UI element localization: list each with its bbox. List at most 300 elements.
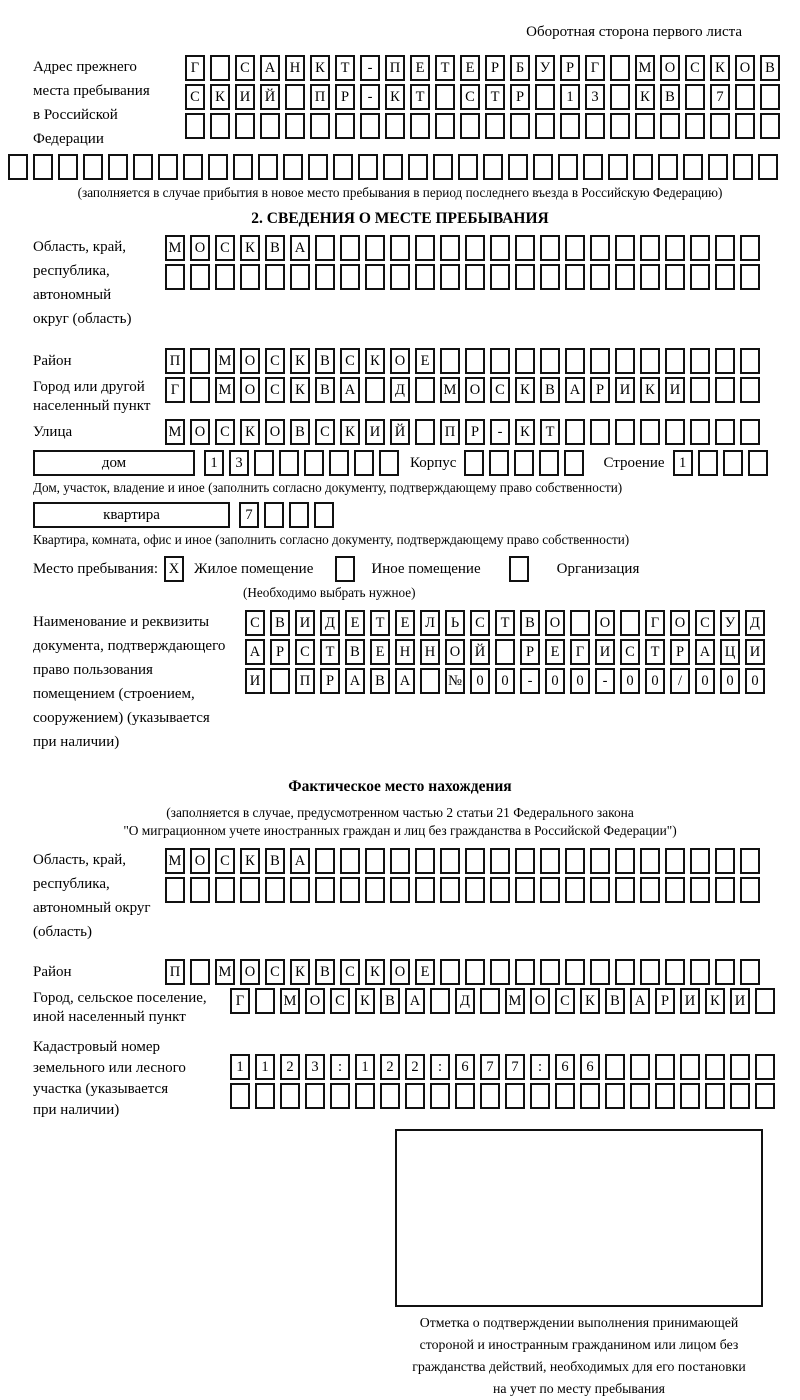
char-cell xyxy=(390,235,410,261)
char-cell: П xyxy=(440,419,460,445)
char-cell xyxy=(390,877,410,903)
char-cell xyxy=(190,959,210,985)
char-cell xyxy=(489,450,509,476)
char-cell: Л xyxy=(420,610,440,636)
char-cell: О xyxy=(190,419,210,445)
char-cell: М xyxy=(280,988,300,1014)
char-cell xyxy=(665,348,685,374)
char-cell: 2 xyxy=(280,1054,300,1080)
char-cell xyxy=(640,264,660,290)
district-label: Район xyxy=(33,353,72,369)
stay-type-checkbox-org xyxy=(509,556,529,582)
char-cell xyxy=(698,450,718,476)
char-cell xyxy=(390,848,410,874)
char-cell: 2 xyxy=(405,1054,425,1080)
char-cell: М xyxy=(215,377,235,403)
char-cell xyxy=(340,877,360,903)
char-cell xyxy=(415,377,435,403)
char-cell: К xyxy=(290,959,310,985)
char-cell: 3 xyxy=(305,1054,325,1080)
char-cell xyxy=(760,84,780,110)
char-cell xyxy=(333,154,353,180)
char-cell: В xyxy=(520,610,540,636)
char-cell: Т xyxy=(495,610,515,636)
char-cell xyxy=(490,877,510,903)
char-cell xyxy=(458,154,478,180)
char-cell: Р xyxy=(560,55,580,81)
char-cell: О xyxy=(265,419,285,445)
actual-region-block xyxy=(33,848,800,944)
char-cell: К xyxy=(290,348,310,374)
char-cell xyxy=(289,502,309,528)
char-cell: 1 xyxy=(255,1054,275,1080)
char-cell: Е xyxy=(415,348,435,374)
char-cell: : xyxy=(330,1054,350,1080)
char-cell xyxy=(535,84,555,110)
char-cell xyxy=(715,959,735,985)
char-cell xyxy=(315,877,335,903)
apartment-cells xyxy=(239,502,339,528)
previous-address-row-1 xyxy=(185,55,785,81)
char-cell: Г xyxy=(230,988,250,1014)
char-cell: О xyxy=(190,235,210,261)
char-cell xyxy=(705,1054,725,1080)
char-cell xyxy=(564,450,584,476)
char-cell xyxy=(440,264,460,290)
char-cell xyxy=(690,959,710,985)
char-cell: Т xyxy=(370,610,390,636)
char-cell xyxy=(465,877,485,903)
char-cell xyxy=(610,55,630,81)
char-cell xyxy=(680,1054,700,1080)
char-cell: Б xyxy=(510,55,530,81)
char-cell: М xyxy=(215,959,235,985)
char-cell xyxy=(235,113,255,139)
document-block xyxy=(33,610,800,754)
char-cell: Е xyxy=(410,55,430,81)
char-cell xyxy=(640,877,660,903)
char-cell xyxy=(380,1083,400,1109)
char-cell: И xyxy=(730,988,750,1014)
char-cell xyxy=(415,848,435,874)
document-label: Наименование и реквизиты документа, подтверждающего право пользования помещением (строением, сооружением) (указывается при наличии) xyxy=(33,614,226,750)
region-block xyxy=(33,235,800,331)
char-cell xyxy=(340,264,360,290)
char-cell xyxy=(435,84,455,110)
char-cell: - xyxy=(520,668,540,694)
cadastral-label: Кадастровый номер земельного или лесного участка (указывается при наличии) xyxy=(33,1039,186,1118)
char-cell xyxy=(515,264,535,290)
cadastral-row-2 xyxy=(230,1083,780,1109)
char-cell xyxy=(490,235,510,261)
char-cell: А xyxy=(565,377,585,403)
char-cell xyxy=(690,848,710,874)
char-cell: С xyxy=(620,639,640,665)
char-cell: Д xyxy=(455,988,475,1014)
char-cell: К xyxy=(710,55,730,81)
char-cell: Р xyxy=(590,377,610,403)
char-cell xyxy=(540,848,560,874)
char-cell: 0 xyxy=(620,668,640,694)
char-cell: И xyxy=(615,377,635,403)
char-cell: 0 xyxy=(570,668,590,694)
char-cell: К xyxy=(340,419,360,445)
char-cell: : xyxy=(530,1054,550,1080)
char-cell: С xyxy=(470,610,490,636)
char-cell xyxy=(760,113,780,139)
char-cell xyxy=(185,113,205,139)
char-cell xyxy=(355,1083,375,1109)
char-cell xyxy=(365,877,385,903)
char-cell: С xyxy=(265,959,285,985)
char-cell: Г xyxy=(185,55,205,81)
char-cell xyxy=(710,113,730,139)
char-cell xyxy=(715,419,735,445)
char-cell xyxy=(505,1083,525,1109)
char-cell: Т xyxy=(320,639,340,665)
char-cell xyxy=(740,959,760,985)
char-cell: У xyxy=(535,55,555,81)
char-cell xyxy=(208,154,228,180)
char-cell: В xyxy=(270,610,290,636)
char-cell: О xyxy=(240,377,260,403)
char-cell xyxy=(735,113,755,139)
char-cell xyxy=(165,264,185,290)
actual-city-block xyxy=(33,988,800,1027)
previous-address-row-3 xyxy=(185,113,785,139)
header-note: Оборотная сторона первого листа xyxy=(526,24,742,40)
char-cell: О xyxy=(660,55,680,81)
char-cell xyxy=(540,264,560,290)
korpus-label: Корпус xyxy=(410,455,457,471)
char-cell: С xyxy=(265,377,285,403)
char-cell: С xyxy=(460,84,480,110)
char-cell xyxy=(415,264,435,290)
actual-city-label: Город, сельское поселение, иной населенный пункт xyxy=(33,990,207,1025)
char-cell: О xyxy=(445,639,465,665)
char-cell xyxy=(715,235,735,261)
char-cell xyxy=(683,154,703,180)
char-cell: К xyxy=(580,988,600,1014)
char-cell xyxy=(354,450,374,476)
char-cell xyxy=(290,264,310,290)
char-cell: К xyxy=(365,348,385,374)
char-cell xyxy=(590,264,610,290)
char-cell: / xyxy=(670,668,690,694)
char-cell xyxy=(305,1083,325,1109)
char-cell: К xyxy=(240,848,260,874)
char-cell: Р xyxy=(670,639,690,665)
char-cell xyxy=(440,348,460,374)
char-cell xyxy=(630,1083,650,1109)
char-cell xyxy=(610,113,630,139)
char-cell xyxy=(730,1083,750,1109)
actual-location-title: Фактическое место нахождения xyxy=(288,778,512,795)
char-cell xyxy=(605,1054,625,1080)
char-cell xyxy=(440,959,460,985)
char-cell xyxy=(565,848,585,874)
char-cell xyxy=(715,264,735,290)
char-cell xyxy=(329,450,349,476)
char-cell xyxy=(433,154,453,180)
char-cell: В xyxy=(290,419,310,445)
char-cell xyxy=(615,848,635,874)
char-cell xyxy=(585,113,605,139)
char-cell: 1 xyxy=(204,450,224,476)
region-label: Область, край, республика, автономный округ (область) xyxy=(33,239,132,327)
char-cell: 7 xyxy=(480,1054,500,1080)
street-label: Улица xyxy=(33,424,73,440)
char-cell: У xyxy=(720,610,740,636)
char-cell: Н xyxy=(395,639,415,665)
actual-region-row-2 xyxy=(165,877,765,903)
char-cell: Р xyxy=(655,988,675,1014)
char-cell xyxy=(465,235,485,261)
char-cell: Е xyxy=(370,639,390,665)
char-cell xyxy=(565,348,585,374)
char-cell xyxy=(464,450,484,476)
char-cell: 3 xyxy=(585,84,605,110)
char-cell xyxy=(515,959,535,985)
char-cell: 6 xyxy=(580,1054,600,1080)
char-cell xyxy=(539,450,559,476)
char-cell xyxy=(480,1083,500,1109)
char-cell: М xyxy=(165,419,185,445)
char-cell: Д xyxy=(390,377,410,403)
char-cell xyxy=(708,154,728,180)
char-cell: С xyxy=(215,419,235,445)
previous-address-block xyxy=(33,55,800,151)
street-row xyxy=(165,419,765,445)
char-cell xyxy=(615,419,635,445)
char-cell xyxy=(415,235,435,261)
region-row-2 xyxy=(165,264,765,290)
char-cell xyxy=(58,154,78,180)
document-row-2 xyxy=(245,639,770,665)
char-cell: 3 xyxy=(229,450,249,476)
char-cell: С xyxy=(490,377,510,403)
stay-type-label: Место пребывания: xyxy=(33,560,158,577)
char-cell xyxy=(715,348,735,374)
char-cell xyxy=(735,84,755,110)
char-cell: П xyxy=(385,55,405,81)
char-cell xyxy=(610,84,630,110)
char-cell: Д xyxy=(745,610,765,636)
char-cell xyxy=(365,235,385,261)
char-cell: Т xyxy=(645,639,665,665)
city-row xyxy=(165,377,765,403)
char-cell: К xyxy=(210,84,230,110)
char-cell xyxy=(608,154,628,180)
char-cell xyxy=(460,113,480,139)
char-cell xyxy=(435,113,455,139)
char-cell xyxy=(615,235,635,261)
char-cell: Й xyxy=(260,84,280,110)
char-cell: М xyxy=(165,848,185,874)
char-cell: 1 xyxy=(230,1054,250,1080)
char-cell: 0 xyxy=(645,668,665,694)
region-row-1 xyxy=(165,235,765,261)
char-cell: О xyxy=(305,988,325,1014)
char-cell xyxy=(605,1083,625,1109)
char-cell: 0 xyxy=(545,668,565,694)
char-cell: № xyxy=(445,668,465,694)
char-cell xyxy=(748,450,768,476)
district-row xyxy=(165,348,765,374)
document-row-1 xyxy=(245,610,770,636)
confirmation-caption: Отметка о подтверждении выполнения принимающей стороной и иностранным гражданином или лицом без гражданства действий, необходимых для его постановки на учет по месту пребывания xyxy=(412,1315,746,1396)
char-cell xyxy=(215,877,235,903)
char-cell xyxy=(483,154,503,180)
char-cell: К xyxy=(310,55,330,81)
char-cell xyxy=(358,154,378,180)
char-cell xyxy=(580,1083,600,1109)
char-cell: К xyxy=(515,419,535,445)
char-cell: И xyxy=(365,419,385,445)
char-cell xyxy=(620,610,640,636)
char-cell xyxy=(340,235,360,261)
house-note: Дом, участок, владение и иное (заполнить согласно документу, подтверждающему право собственности) xyxy=(33,480,623,495)
char-cell xyxy=(385,113,405,139)
apartment-block xyxy=(33,502,800,528)
char-cell: А xyxy=(630,988,650,1014)
char-cell: С xyxy=(265,348,285,374)
char-cell: Г xyxy=(165,377,185,403)
char-cell: И xyxy=(680,988,700,1014)
char-cell: О xyxy=(595,610,615,636)
char-cell xyxy=(485,113,505,139)
char-cell: Ь xyxy=(445,610,465,636)
char-cell xyxy=(715,377,735,403)
char-cell xyxy=(490,959,510,985)
char-cell xyxy=(283,154,303,180)
char-cell: К xyxy=(290,377,310,403)
char-cell: 1 xyxy=(673,450,693,476)
char-cell xyxy=(158,154,178,180)
char-cell xyxy=(583,154,603,180)
char-cell xyxy=(285,113,305,139)
char-cell xyxy=(630,1054,650,1080)
char-cell xyxy=(255,988,275,1014)
char-cell xyxy=(508,154,528,180)
char-cell: 7 xyxy=(239,502,259,528)
stay-type-note: (Необходимо выбрать нужное) xyxy=(243,585,416,600)
char-cell: Е xyxy=(395,610,415,636)
char-cell: Г xyxy=(570,639,590,665)
char-cell xyxy=(270,668,290,694)
char-cell xyxy=(314,502,334,528)
char-cell xyxy=(83,154,103,180)
char-cell: 2 xyxy=(380,1054,400,1080)
char-cell: П xyxy=(165,959,185,985)
char-cell xyxy=(705,1083,725,1109)
char-cell: К xyxy=(640,377,660,403)
char-cell: С xyxy=(215,848,235,874)
char-cell xyxy=(755,1083,775,1109)
char-cell xyxy=(565,959,585,985)
char-cell xyxy=(255,1083,275,1109)
char-cell: С xyxy=(685,55,705,81)
char-cell: В xyxy=(315,348,335,374)
char-cell: А xyxy=(290,235,310,261)
char-cell: К xyxy=(240,419,260,445)
char-cell xyxy=(615,348,635,374)
previous-address-note: (заполняется в случае прибытия в новое место пребывания в период последнего въезда в Российскую Федерацию) xyxy=(77,185,723,200)
char-cell xyxy=(635,113,655,139)
char-cell xyxy=(304,450,324,476)
actual-location-note-1: (заполняется в случае, предусмотренном частью 2 статьи 21 Федерального закона xyxy=(166,805,634,820)
char-cell: Т xyxy=(485,84,505,110)
char-cell: - xyxy=(360,55,380,81)
char-cell xyxy=(570,610,590,636)
char-cell xyxy=(415,877,435,903)
char-cell: К xyxy=(705,988,725,1014)
char-cell: Т xyxy=(410,84,430,110)
char-cell xyxy=(230,1083,250,1109)
char-cell xyxy=(555,1083,575,1109)
char-cell xyxy=(640,848,660,874)
char-cell: С xyxy=(330,988,350,1014)
char-cell xyxy=(633,154,653,180)
char-cell xyxy=(465,848,485,874)
char-cell: С xyxy=(245,610,265,636)
char-cell xyxy=(490,348,510,374)
stay-type-option-zhiloe: Жилое помещение xyxy=(194,560,314,577)
char-cell: А xyxy=(695,639,715,665)
char-cell: 0 xyxy=(720,668,740,694)
char-cell xyxy=(560,113,580,139)
house-block xyxy=(33,450,800,476)
char-cell xyxy=(723,450,743,476)
char-cell xyxy=(540,959,560,985)
char-cell: К xyxy=(240,235,260,261)
char-cell xyxy=(240,264,260,290)
char-cell: С xyxy=(315,419,335,445)
char-cell: 0 xyxy=(495,668,515,694)
apartment-box: квартира xyxy=(33,502,230,528)
char-cell xyxy=(280,1083,300,1109)
char-cell: С xyxy=(695,610,715,636)
char-cell xyxy=(190,377,210,403)
actual-district-block xyxy=(33,959,800,985)
char-cell xyxy=(740,877,760,903)
char-cell: С xyxy=(340,348,360,374)
char-cell: А xyxy=(395,668,415,694)
char-cell xyxy=(254,450,274,476)
char-cell: 6 xyxy=(555,1054,575,1080)
char-cell xyxy=(408,154,428,180)
char-cell: С xyxy=(555,988,575,1014)
char-cell xyxy=(420,668,440,694)
char-cell xyxy=(514,450,534,476)
char-cell: С xyxy=(235,55,255,81)
char-cell xyxy=(465,959,485,985)
char-cell: П xyxy=(295,668,315,694)
char-cell: А xyxy=(405,988,425,1014)
char-cell xyxy=(210,55,230,81)
char-cell: 1 xyxy=(355,1054,375,1080)
char-cell xyxy=(515,348,535,374)
char-cell: К xyxy=(385,84,405,110)
char-cell: 7 xyxy=(505,1054,525,1080)
char-cell xyxy=(415,419,435,445)
document-row-3 xyxy=(245,668,770,694)
char-cell xyxy=(590,848,610,874)
char-cell xyxy=(535,113,555,139)
stroenie-cells xyxy=(673,450,773,476)
char-cell: И xyxy=(745,639,765,665)
char-cell: О xyxy=(190,848,210,874)
